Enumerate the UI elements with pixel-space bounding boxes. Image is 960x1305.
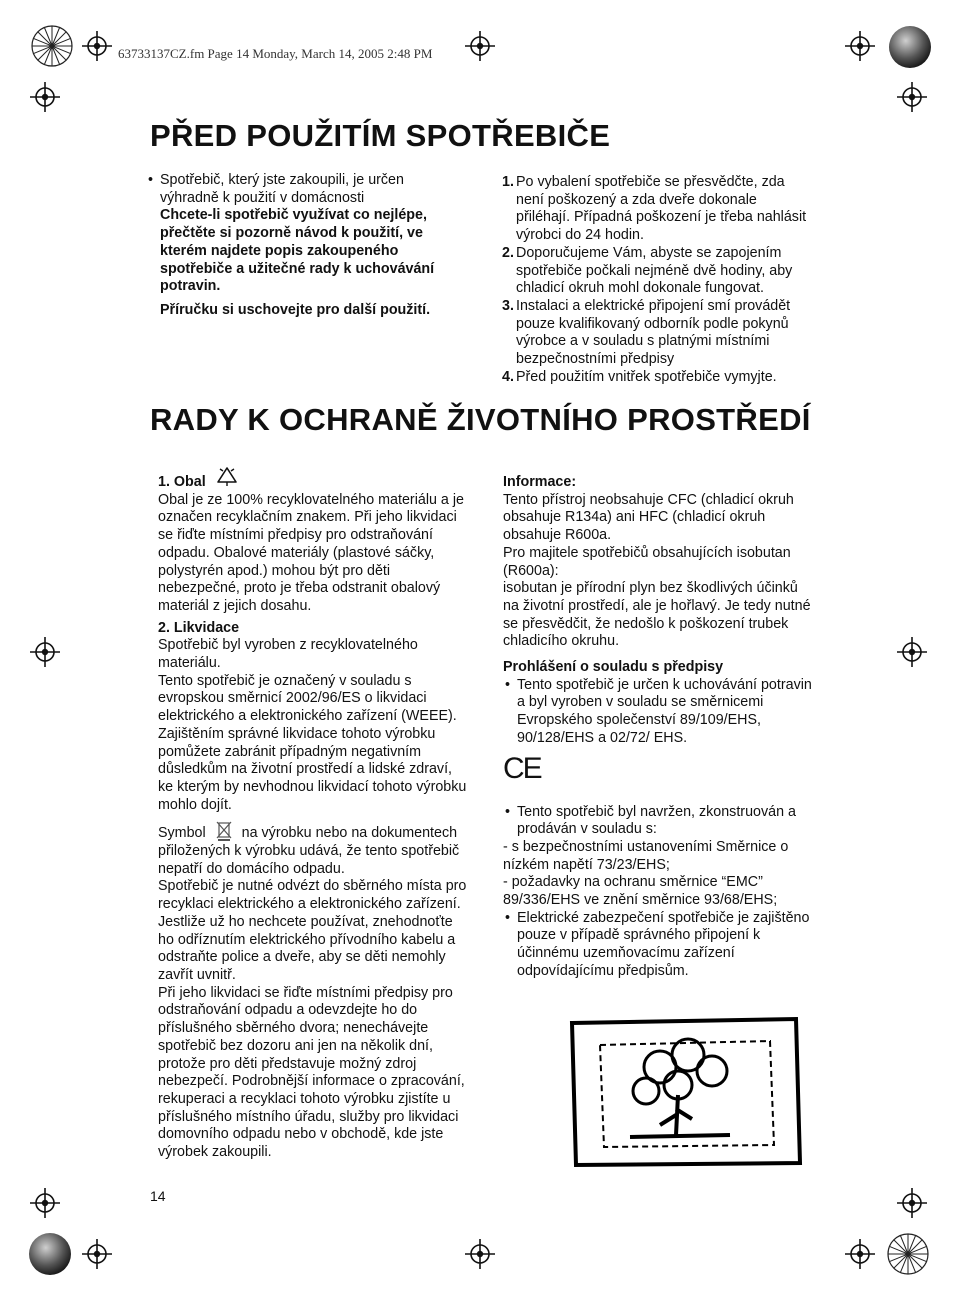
decl-line-b: - požadavky na ochranu směrnice “EMC” 89/336/EHS ve znění směrnice 93/68/EHS; <box>503 874 778 909</box>
likvidace-p2: Tento spotřebič je označený v souladu s evropskou směrnicí 2002/96/ES o likvidaci elektrického a elektronického zařízení (WEEE). Zajištěním správné likvidace tohoto výrobku pomůžete zabránit případným negativním důsledkům na životní prostředí a lidské zdraví, ke kterým by nevhodnou likvidací tohoto výrobku mohlo dojít. <box>158 672 467 813</box>
likvidace-p6: Při jeho likvidaci se řiďte místními předpisy pro odstraňování odpadu a odevzdejte ho do příslušného sběrného dvora; nenechávejte spotřebič bez dozoru ani jen na několik dní, protože pro děti představuje možný zdroj nebezpečí. Podrobnější informace o zpracování, rekuperaci a recyklaci tohoto výrobku zjistíte u příslušného místního úřadu, služby pro likvidaci domovního odpadu nebo v obchodě, kde jste výrobek zakoupili. <box>158 984 465 1161</box>
step-text: Před použitím vnitřek spotřebiče vymyjte. <box>516 368 777 385</box>
section-title-environment: RADY K OCHRANĚ ŽIVOTNÍHO PROSTŘEDÍ <box>150 402 811 437</box>
page-number: 14 <box>150 1188 166 1204</box>
intro-line2: výhradně k použití v domácnosti <box>160 189 365 206</box>
obal-text: Obal je ze 100% recyklovatelného materiálu a je označen recyklačním znakem. Při jeho likvidaci se řiďte místními předpisy pro odstraňování odpadu. Obalové materiály (plastové sáčky, polystyrén apod.) mohou být pro děti nebezpečné, proto je třeba odstranit obalový materiál z jejich dosahu. <box>158 491 464 614</box>
list-item <box>502 369 814 387</box>
likvidace-p1: Spotřebič byl vyroben z recyklovatelného materiálu. <box>158 637 418 672</box>
step-text: Instalaci a elektrické připojení smí provádět pouze kvalifikovaný odborník podle pokynů výrobce a v souladu s platnými místními bezpečnostními předpisy <box>516 297 791 368</box>
crossed-bin-icon <box>214 820 234 842</box>
recycle-icon <box>214 466 240 490</box>
decl-line-a: - s bezpečnostními ustanoveními Směrnice o nízkém napětí 73/23/EHS; <box>503 838 789 873</box>
step-text: Doporučujeme Vám, abyste se zapojením spotřebiče počkali nejméně dvě hodiny, aby chladicí okruh mohl dokonale fungovat. <box>516 244 793 297</box>
likvidace-p5: Jestliže už ho nechcete používat, znehodnoťte ho odříznutím elektrického přívodního kabelu a odstraňte police a dveře, aby se děti nemohly zavřít uvnitř. <box>158 913 456 983</box>
step-text: Po vybalení spotřebiče se přesvědčte, zda není poškozený a zda dveře dokonale přiléhají. Případná poškození je třeba nahlásit výrobci do 24 hodin. <box>516 174 807 244</box>
environment-tree-illustration <box>560 1005 810 1180</box>
list-item: • Tento spotřebič je určen k uchovávání potravin a byl vyroben v souladu se směrnicemi Evropského společenství 89/109/EHS, 90/128/EHS a 02/72/ EHS. <box>503 677 815 748</box>
file-header: 63733137CZ.fm Page 14 Monday, March 14, 2005 2:48 PM <box>118 46 433 61</box>
intro-keep-note: Příručku si uschovejte pro další použití. <box>160 301 431 318</box>
left-column <box>158 474 470 1162</box>
step-number: 2. <box>502 244 514 261</box>
info-p3: isobutan je přírodní plyn bez škodlivých účinků na životní prostředí, ale je hořlavý. Je tedy nutné se přesvědčit, že nedošlo k poškození trubek chladicího okruhu. <box>503 580 811 650</box>
symbol-before: Symbol <box>158 825 206 842</box>
intro-block <box>148 172 473 320</box>
ce-mark: CE <box>503 751 541 785</box>
intro-line1: Spotřebič, který jste zakoupili, je určen <box>160 172 404 188</box>
symbol-after: na výrobku nebo na dokumentech přiložených k výrobku udává, že tento spotřebič nepatří do domácího odpadu. <box>158 825 460 877</box>
likvidace-heading: 2. Likvidace <box>158 619 240 636</box>
obal-heading: 1. Obal <box>158 474 206 490</box>
step-number: 1. <box>502 174 514 190</box>
symbol-paragraph <box>158 820 470 878</box>
steps-list <box>502 174 814 386</box>
info-p1: Tento přístroj neobsahuje CFC (chladicí okruh obsahuje R134a) ani HFC (chladicí okruh obsahuje R600a. <box>503 491 794 544</box>
step-number: 4. <box>502 368 514 385</box>
list-item <box>502 245 814 298</box>
info-heading: Informace: <box>503 474 577 490</box>
ce-mark-row <box>503 748 815 804</box>
info-p2: Pro majitele spotřebičů obsahujících isobutan (R600a): <box>503 544 791 579</box>
section-title-before-use: PŘED POUŽITÍM SPOTŘEBIČE <box>150 118 611 153</box>
list-item: • Elektrické zabezpečení spotřebiče je zajištěno pouze v případě správného připojení k účinnému uzemňovacímu zařízení odpovídajícímu předpisům. <box>503 910 815 981</box>
right-column <box>503 474 815 981</box>
declaration-heading: Prohlášení o souladu s předpisy <box>503 659 724 676</box>
list-item <box>502 298 814 369</box>
intro-bold-text: Chcete-li spotřebič využívat co nejlépe, přečtěte si pozorně návod k použití, ve kterém najdete popis zakoupeného spotřebiče a užitečné rady k uchovávání potravin. <box>160 207 435 295</box>
list-item: • Tento spotřebič byl navržen, zkonstruován a prodáván v souladu s: <box>503 804 815 839</box>
list-item <box>502 174 814 245</box>
likvidace-p4: Spotřebič je nutné odvézt do sběrného místa pro recyklaci elektrického a elektronického zařízení. <box>158 878 467 913</box>
step-number: 3. <box>502 297 514 314</box>
intro-bullet <box>148 172 473 320</box>
